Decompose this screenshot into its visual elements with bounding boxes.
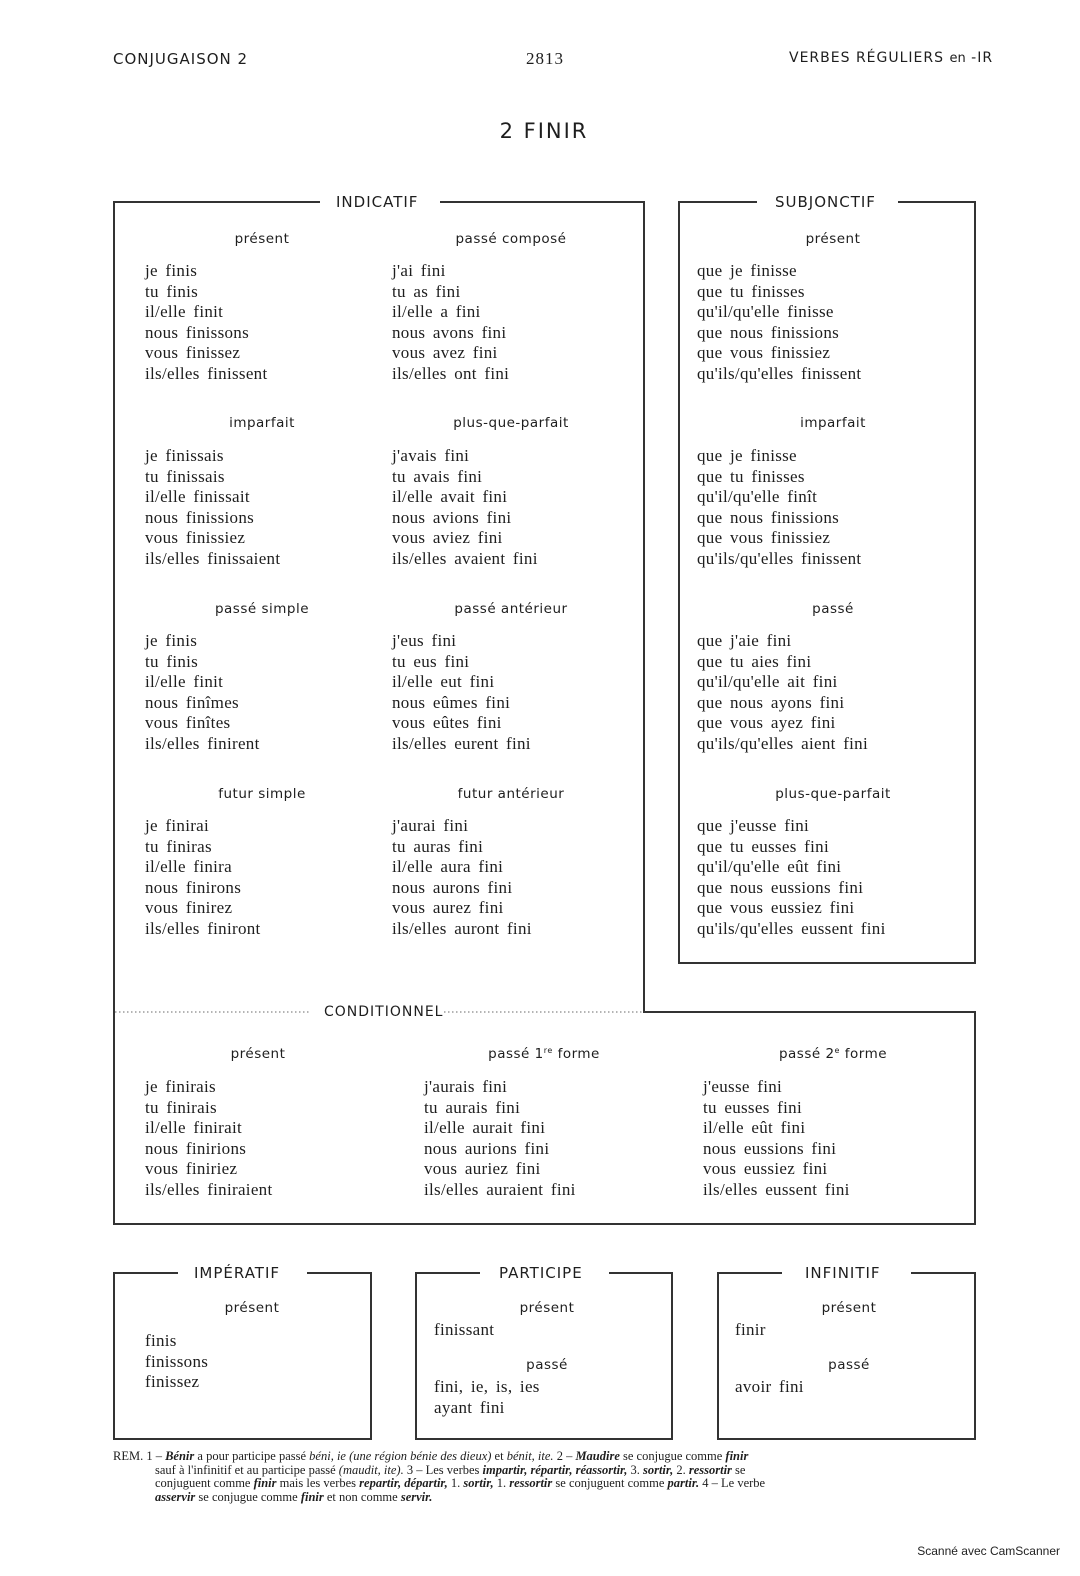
conjugation-line: vous aurez fini — [392, 898, 504, 918]
conjugation-line: fini, ie, is, ies — [434, 1377, 540, 1396]
conjugation-line: vous eussiez fini — [703, 1159, 828, 1179]
conjugation-line: nous finissons — [145, 322, 250, 342]
conjugation-line: finis — [145, 1331, 177, 1350]
participe-passe-forms — [434, 1377, 540, 1418]
conjugation-line: qu'il/qu'elle eût fini — [697, 857, 842, 877]
conjugation-line: ils/elles finiraient — [145, 1179, 273, 1199]
conjugation-line: ils/elles avaient fini — [392, 548, 538, 568]
conjugation-line: tu eus fini — [392, 651, 470, 671]
indicatif-imparfait-forms — [145, 446, 280, 570]
remark-line: REM. 1 – Bénir a pour participe passé béni, ie (une région bénie des dieux) et bénit, ite. 2 – Maudire se conjugue comme finir — [113, 1449, 749, 1463]
conjugation-line: finir — [735, 1320, 766, 1339]
conjugation-line: il/elle aurait fini — [424, 1118, 546, 1138]
conjugation-line: ils/elles finissaient — [145, 548, 281, 568]
conjugation-line: qu'il/qu'elle finît — [697, 487, 818, 507]
conjugation-line: il/elle eût fini — [703, 1118, 806, 1138]
conjugation-line: nous finirions — [145, 1138, 247, 1158]
conjugation-line: tu as fini — [392, 281, 461, 301]
conjugation-line: vous aviez fini — [392, 528, 503, 548]
indicatif-label: INDICATIF — [336, 193, 419, 211]
indicatif-futur-simple-forms — [145, 816, 261, 940]
conjugation-line: ayant fini — [434, 1397, 505, 1417]
remark-line: conjuguent comme finir mais les verbes repartir, départir, 1. sortir, 1. ressortir se conjuguent comme partir. 4 – Le verbe — [155, 1476, 766, 1491]
conjugation-line: qu'ils/qu'elles finissent — [697, 363, 862, 383]
chapter-header: CONJUGAISON 2 — [113, 50, 249, 68]
participe-present-heading: présent — [519, 1300, 575, 1316]
conjugation-line: que je finisse — [697, 446, 797, 465]
conjugation-line: ils/elles auront fini — [392, 918, 532, 938]
heading-text: passé 2 — [778, 1046, 835, 1062]
conjugation-line: que vous finissiez — [697, 343, 831, 363]
section-header-en: en — [949, 51, 966, 66]
conditionnel-passe2-forms — [703, 1077, 850, 1201]
conjugation-line: ils/elles finirent — [145, 733, 260, 753]
infinitif-passe-forms — [735, 1377, 804, 1398]
conjugation-line: vous finissez — [145, 343, 241, 363]
subjonctif-imparfait-forms — [697, 446, 861, 570]
conjugation-line: ils/elles ont fini — [392, 363, 510, 383]
subjonctif-present-forms — [697, 261, 861, 385]
conjugation-line: qu'ils/qu'elles eussent fini — [697, 918, 886, 938]
conjugation-line: finissez — [145, 1372, 200, 1392]
conjugation-line: il/elle avait fini — [392, 487, 508, 507]
conjugation-line: qu'ils/qu'elles finissent — [697, 548, 862, 568]
indicatif-passe-simple-heading: passé simple — [214, 601, 310, 617]
indicatif-imparfait-heading: imparfait — [229, 415, 295, 431]
conjugation-line: ils/elles auraient fini — [424, 1179, 576, 1199]
indicatif-plus-que-parfait-forms — [392, 446, 538, 570]
section-header-suffix: -IR — [971, 50, 994, 66]
conjugation-line: je finis — [145, 261, 198, 280]
indicatif-futur-simple-heading: futur simple — [218, 786, 306, 802]
conjugation-line: nous avons fini — [392, 322, 507, 342]
subjonctif-passe-forms — [697, 631, 868, 755]
infinitif-present-heading: présent — [821, 1300, 877, 1316]
indicatif-present-heading: présent — [234, 231, 290, 247]
conjugation-line: qu'il/qu'elle ait fini — [697, 672, 838, 692]
conjugation-line: je finis — [145, 631, 198, 650]
conjugation-line: que tu eusses fini — [697, 836, 829, 856]
conjugation-line: ils/elles finiront — [145, 918, 261, 938]
conjugation-line: que nous finissions — [697, 322, 840, 342]
conjugation-line: que nous ayons fini — [697, 692, 845, 712]
conjugation-line: nous finîmes — [145, 692, 239, 712]
verb-title: 2 FINIR — [499, 119, 589, 143]
conjugation-line: il/elle a fini — [392, 302, 481, 322]
conjugation-line: il/elle finissait — [145, 487, 250, 507]
imperatif-present-heading: présent — [224, 1300, 280, 1316]
conjugation-line: vous finissiez — [145, 528, 246, 548]
indicatif-passe-simple-forms — [145, 631, 260, 755]
conjugation-line: nous avions fini — [392, 507, 512, 527]
conjugation-line: que vous ayez fini — [697, 713, 836, 733]
conjugation-line: nous eûmes fini — [392, 692, 511, 712]
conjugation-line: vous finîtes — [145, 713, 231, 733]
indicatif-futur-anterieur-forms — [392, 816, 532, 940]
remarks-paragraph — [113, 1450, 976, 1504]
participe-label: PARTICIPE — [499, 1264, 583, 1282]
infinitif-passe-heading: passé — [828, 1357, 870, 1373]
conjugation-line: nous aurons fini — [392, 877, 513, 897]
conjugation-line: tu finis — [145, 651, 199, 671]
participe-present-forms — [434, 1320, 494, 1341]
subjonctif-plus-que-parfait-forms — [697, 816, 886, 940]
conjugation-line: que j'eusse fini — [697, 816, 810, 835]
indicatif-present-forms — [145, 261, 268, 385]
conditionnel-passe1-forms — [424, 1077, 576, 1201]
subjonctif-passe-heading: passé — [812, 601, 854, 617]
conjugation-line: finissons — [145, 1351, 209, 1371]
conjugation-line: tu finis — [145, 281, 199, 301]
heading-superscript: re — [543, 1046, 553, 1055]
conjugation-line: j'eus fini — [392, 631, 457, 650]
conjugation-line: nous aurions fini — [424, 1138, 550, 1158]
conjugation-line: il/elle aura fini — [392, 857, 504, 877]
subjonctif-present-heading: présent — [805, 231, 861, 247]
indicatif-plus-que-parfait-heading: plus-que-parfait — [453, 415, 569, 431]
imperatif-label: IMPÉRATIF — [194, 1264, 281, 1282]
conjugation-line: que tu finisses — [697, 466, 805, 486]
conjugation-line: il/elle finira — [145, 857, 232, 877]
remark-line: sauf à l'infinitif et au participe passé (maudit, ite). 3 – Les verbes impartir, répartir, réassortir, 3. sortir, 2. ressortir se — [155, 1462, 746, 1477]
conjugation-line: vous avez fini — [392, 343, 498, 363]
heading-text: passé 1 — [488, 1046, 544, 1062]
subjonctif-plus-que-parfait-heading: plus-que-parfait — [775, 786, 891, 802]
conjugation-line: vous finiriez — [145, 1159, 238, 1179]
conjugation-line: vous finirez — [145, 898, 233, 918]
indicatif-passe-compose-heading: passé composé — [455, 231, 567, 247]
conjugation-line: que j'aie fini — [697, 631, 792, 650]
conjugation-line: que vous finissiez — [697, 528, 831, 548]
conjugation-line: j'aurai fini — [392, 816, 469, 835]
conjugation-line: vous auriez fini — [424, 1159, 541, 1179]
section-header-main: VERBES RÉGULIERS — [789, 50, 944, 66]
conditionnel-present-heading: présent — [230, 1046, 286, 1062]
conjugation-line: qu'il/qu'elle finisse — [697, 302, 834, 322]
conditionnel-passe1-heading — [474, 1046, 614, 1062]
conjugation-line: que je finisse — [697, 261, 797, 280]
conjugation-line: ils/elles eussent fini — [703, 1179, 850, 1199]
conjugation-line: nous eussions fini — [703, 1138, 837, 1158]
heading-text: forme — [839, 1046, 888, 1062]
conjugation-line: que tu aies fini — [697, 651, 812, 671]
conjugation-line: que tu finisses — [697, 281, 805, 301]
conjugation-line: tu auras fini — [392, 836, 484, 856]
remark-line: asservir se conjugue comme finir et non comme servir. — [155, 1489, 433, 1504]
conditionnel-passe2-heading — [763, 1046, 903, 1062]
conjugation-line: j'ai fini — [392, 261, 446, 280]
conjugation-line: je finirais — [145, 1077, 216, 1096]
indicatif-passe-anterieur-forms — [392, 631, 531, 755]
conjugation-line: j'eusse fini — [703, 1077, 783, 1096]
conjugation-line: je finissais — [145, 446, 224, 465]
scan-credit: Scanné avec CamScanner — [917, 1544, 1060, 1558]
conjugation-line: vous eûtes fini — [392, 713, 502, 733]
indicatif-passe-compose-forms — [392, 261, 509, 385]
conjugation-line: il/elle finit — [145, 672, 224, 692]
conditionnel-present-forms — [145, 1077, 273, 1201]
conjugation-line: qu'ils/qu'elles aient fini — [697, 733, 869, 753]
conjugation-line: il/elle finirait — [145, 1118, 243, 1138]
conjugation-line: nous finirons — [145, 877, 242, 897]
infinitif-label: INFINITIF — [805, 1264, 881, 1282]
indicatif-passe-anterieur-heading: passé antérieur — [454, 601, 568, 617]
conjugation-line: tu avais fini — [392, 466, 483, 486]
conjugation-line: tu eusses fini — [703, 1097, 802, 1117]
conjugation-line: avoir fini — [735, 1377, 804, 1396]
conjugation-line: tu finiras — [145, 836, 212, 856]
subjonctif-imparfait-heading: imparfait — [800, 415, 866, 431]
infinitif-present-forms — [735, 1320, 766, 1341]
conjugation-line: il/elle eut fini — [392, 672, 495, 692]
imperatif-present-forms — [145, 1331, 208, 1393]
conjugation-line: que vous eussiez fini — [697, 898, 855, 918]
conditionnel-label: CONDITIONNEL — [324, 1004, 444, 1020]
conjugation-line: tu aurais fini — [424, 1097, 521, 1117]
conjugation-line: je finirai — [145, 816, 210, 835]
conjugation-line: j'avais fini — [392, 446, 470, 465]
indicatif-futur-anterieur-heading: futur antérieur — [457, 786, 565, 802]
conjugation-line: ils/elles eurent fini — [392, 733, 531, 753]
conjugation-line: tu finirais — [145, 1097, 217, 1117]
conjugation-line: que nous eussions fini — [697, 877, 864, 897]
heading-text: forme — [552, 1046, 600, 1062]
conjugation-line: j'aurais fini — [424, 1077, 508, 1096]
page-number: 2813 — [526, 49, 564, 68]
subjonctif-label: SUBJONCTIF — [775, 193, 876, 211]
heading-superscript: e — [834, 1046, 840, 1055]
conjugation-line: nous finissions — [145, 507, 255, 527]
conjugation-line: que nous finissions — [697, 507, 840, 527]
conjugation-line: ils/elles finissent — [145, 363, 268, 383]
conjugation-line: tu finissais — [145, 466, 225, 486]
conjugation-line: il/elle finit — [145, 302, 224, 322]
conjugation-line: finissant — [434, 1320, 495, 1339]
participe-passe-heading: passé — [526, 1357, 568, 1373]
